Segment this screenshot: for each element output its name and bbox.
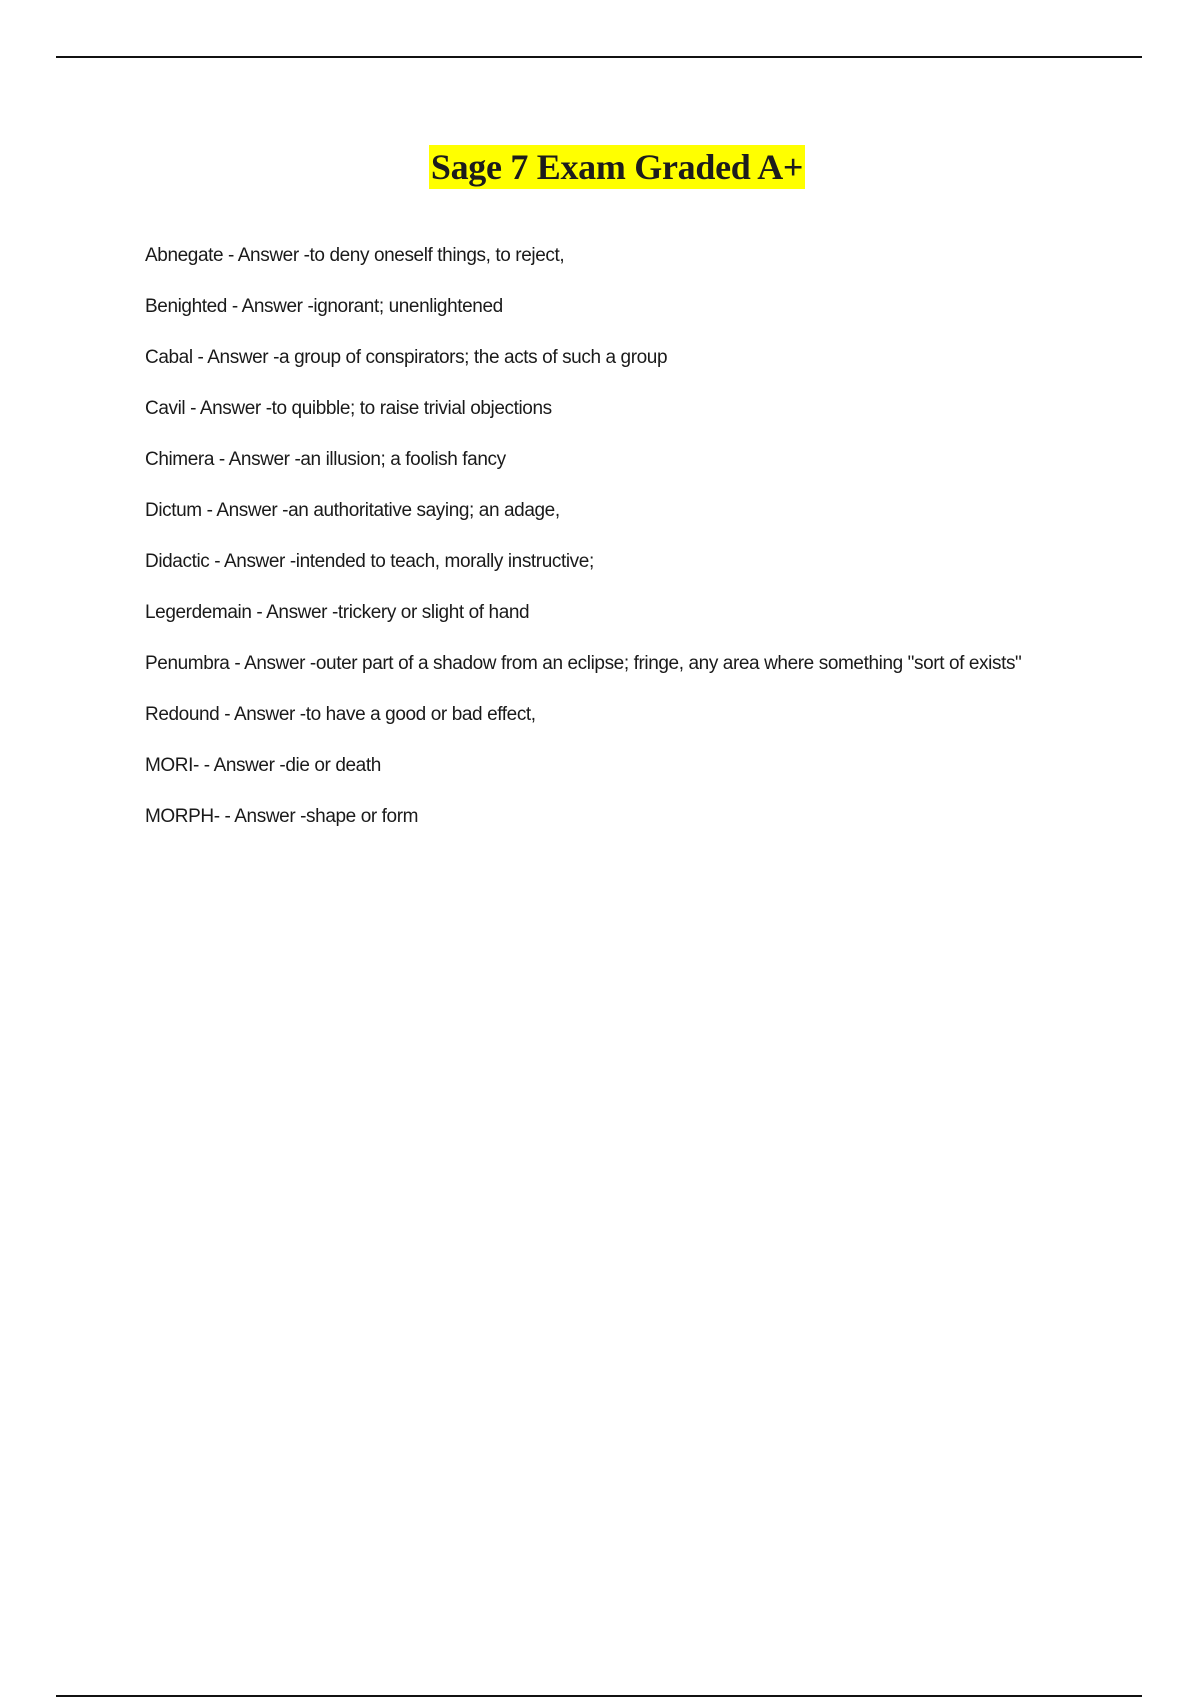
document-title: Sage 7 Exam Graded A+	[430, 147, 804, 187]
list-item: Benighted - Answer -ignorant; unenlightened	[145, 296, 503, 317]
list-item: MORPH- - Answer -shape or form	[145, 806, 419, 827]
list-item: Redound - Answer -to have a good or bad effect,	[145, 704, 536, 725]
header-rule	[56, 56, 1142, 58]
list-item: Cavil - Answer -to quibble; to raise trivial objections	[145, 398, 552, 419]
list-item: Legerdemain - Answer -trickery or slight of hand	[145, 602, 530, 623]
definition-list	[145, 240, 1085, 852]
list-item: Dictum - Answer -an authoritative saying; an adage,	[145, 500, 560, 521]
list-item: Cabal - Answer -a group of conspirators; the acts of such a group	[145, 347, 668, 368]
list-item: MORI- - Answer -die or death	[145, 755, 381, 776]
title-container	[0, 146, 1200, 188]
list-item: Penumbra - Answer -outer part of a shadow from an eclipse; fringe, any area where something "sort of exists"	[145, 653, 1022, 674]
list-item: Chimera - Answer -an illusion; a foolish fancy	[145, 449, 506, 470]
list-item: Didactic - Answer -intended to teach, morally instructive;	[145, 551, 594, 572]
footer-rule	[56, 1695, 1142, 1697]
list-item: Abnegate - Answer -to deny oneself things, to reject,	[145, 245, 565, 266]
